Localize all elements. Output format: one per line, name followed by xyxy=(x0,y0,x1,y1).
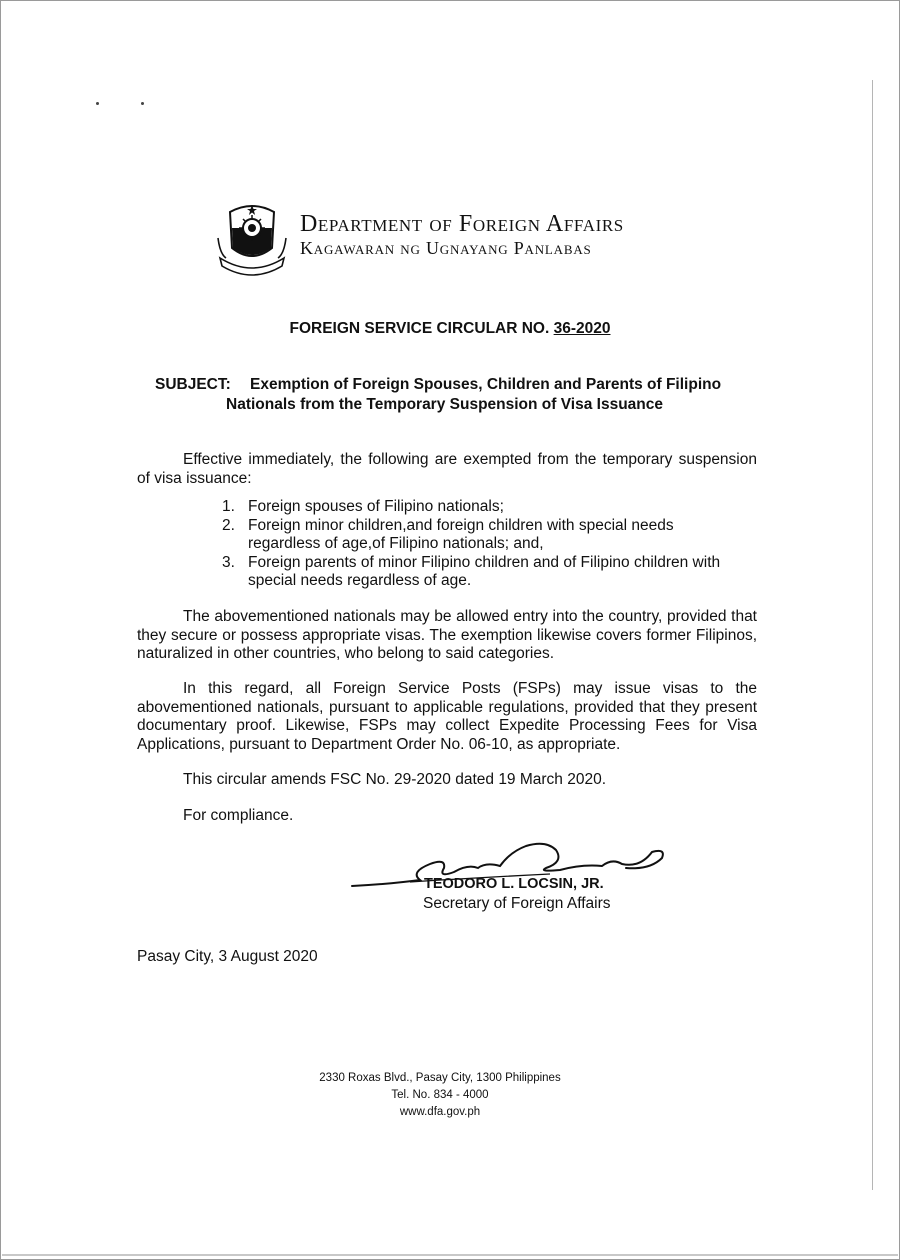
visa-paragraph: In this regard, all Foreign Service Posts (FSPs) may issue visas to the abovementioned nationals, pursuant to applicable regulations, provided that they present documentary proof. Likewise, FSPs may collect Expedite Processing Fees for Visa Applications, pursuant to Department Order No. 06-10, as appropriate. xyxy=(137,680,757,753)
subject-line-1: Exemption of Foreign Spouses, Children and Parents of Filipino xyxy=(250,376,722,393)
scan-bottom-line xyxy=(2,1254,898,1256)
circular-number: 36-2020 xyxy=(553,320,611,337)
circular-title xyxy=(0,320,900,338)
footer-website: www.dfa.gov.ph xyxy=(399,1106,481,1118)
scan-speck xyxy=(96,102,99,105)
amendment-line: This circular amends FSC No. 29-2020 dated 19 March 2020. xyxy=(183,771,607,788)
scan-speck xyxy=(141,102,144,105)
footer xyxy=(300,1070,580,1121)
exemption-list xyxy=(222,498,742,591)
subject-line-2: Nationals from the Temporary Suspension of Visa Issuance xyxy=(226,396,663,413)
footer-address: 2330 Roxas Blvd., Pasay City, 1300 Philippines xyxy=(319,1072,561,1084)
closing-line: For compliance. xyxy=(183,807,294,824)
dfa-seal-icon xyxy=(216,198,288,276)
subject-label: SUBJECT: xyxy=(155,376,231,393)
department-name-filipino: Kagawaran ng Ugnayang Panlabas xyxy=(300,238,592,258)
department-name: Department of Foreign Affairs xyxy=(300,211,624,237)
subject-block xyxy=(155,375,755,415)
entry-paragraph: The abovementioned nationals may be allowed entry into the country, provided that they secure or possess appropriate visas. The exemption likewise covers former Filipinos, naturalized in other countries, who belong to said categories. xyxy=(137,608,757,662)
intro-paragraph: Effective immediately, the following are exempted from the temporary suspension of visa issuance: xyxy=(137,451,757,487)
signatory-name: TEODORO L. LOCSIN, JR. xyxy=(424,876,604,892)
circular-title-prefix: FOREIGN SERVICE CIRCULAR NO. xyxy=(289,320,550,337)
list-item: 2. Foreign minor children,and foreign children with special needs regardless of age,of Filipino nationals; and, xyxy=(222,516,674,552)
footer-tel: Tel. No. 834 - 4000 xyxy=(391,1089,489,1101)
list-item: 3. Foreign parents of minor Filipino children and of Filipino children with special needs regardless of age. xyxy=(222,553,721,589)
place-date: Pasay City, 3 August 2020 xyxy=(137,948,318,965)
signatory-title: Secretary of Foreign Affairs xyxy=(423,895,611,912)
list-item: 1. Foreign spouses of Filipino nationals; xyxy=(222,498,504,515)
scan-edge-line xyxy=(872,80,873,1190)
